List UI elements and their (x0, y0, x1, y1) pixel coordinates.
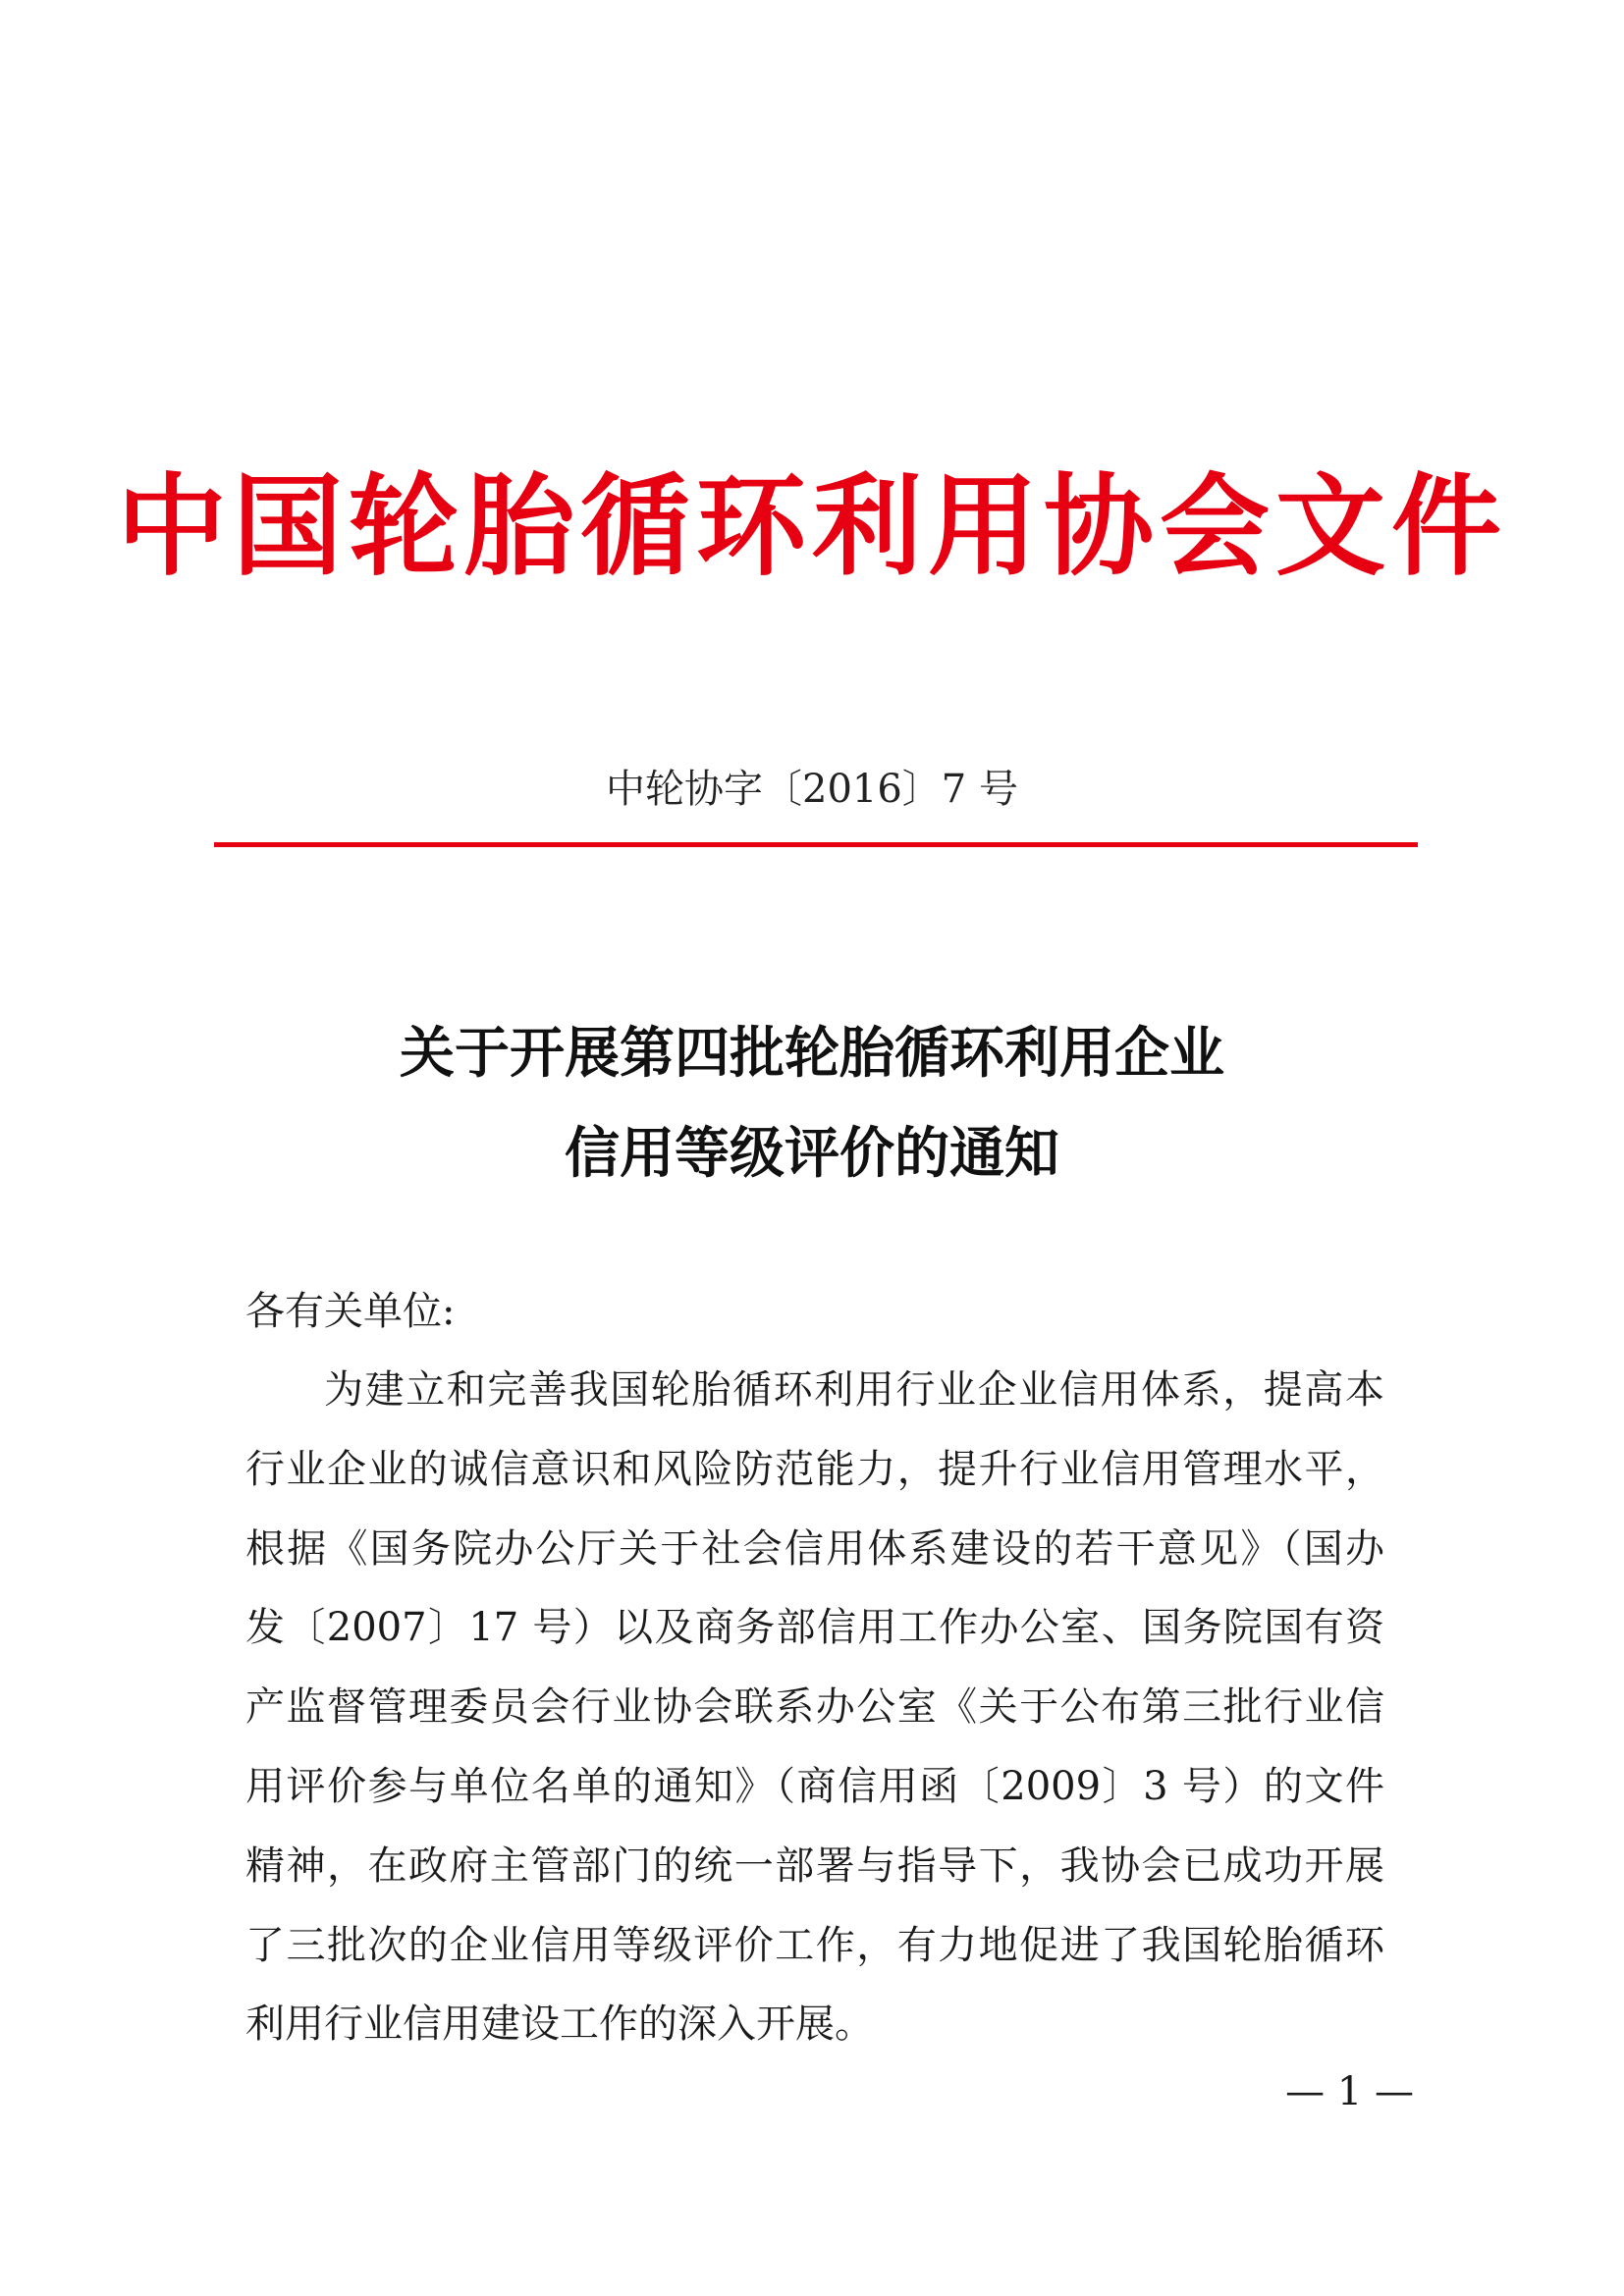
body-line: 行业企业的诚信意识和风险防范能力，提升行业信用管理水平， (245, 1446, 1384, 1492)
salutation: 各有关单位: (245, 1289, 456, 1334)
document-title (0, 1003, 1624, 1203)
body-line: 精神，在政府主管部门的统一部署与指导下，我协会已成功开展 (245, 1842, 1384, 1889)
body-line: 了三批次的企业信用等级评价工作，有力地促进了我国轮胎循环 (245, 1922, 1384, 1968)
body-line: 根据《国务院办公厅关于社会信用体系建设的若干意见》（国办 (245, 1525, 1384, 1572)
body-line: 为建立和完善我国轮胎循环利用行业企业信用体系，提高本 (324, 1367, 1384, 1413)
title-line-2: 信用等级评价的通知 (565, 1121, 1059, 1186)
page-number: — 1 — (1285, 2069, 1414, 2114)
document-masthead: 中国轮胎循环利用协会文件 (117, 462, 1507, 591)
body-line: 产监督管理委员会行业协会联系办公室《关于公布第三批行业信 (245, 1684, 1384, 1731)
title-line-1: 关于开展第四批轮胎循环利用企业 (400, 1021, 1224, 1086)
body-line: 发〔2007〕17 号）以及商务部信用工作办公室、国务院国有资 (245, 1605, 1384, 1651)
body-line: 用评价参与单位名单的通知》（商信用函〔2009〕3 号）的文件 (245, 1763, 1384, 1809)
body-paragraph (245, 1351, 1384, 2064)
document-number: 中轮协字〔2016〕7 号 (606, 767, 1018, 812)
body-line: 利用行业信用建设工作的深入开展。 (245, 2002, 874, 2048)
red-separator-line (214, 842, 1418, 847)
